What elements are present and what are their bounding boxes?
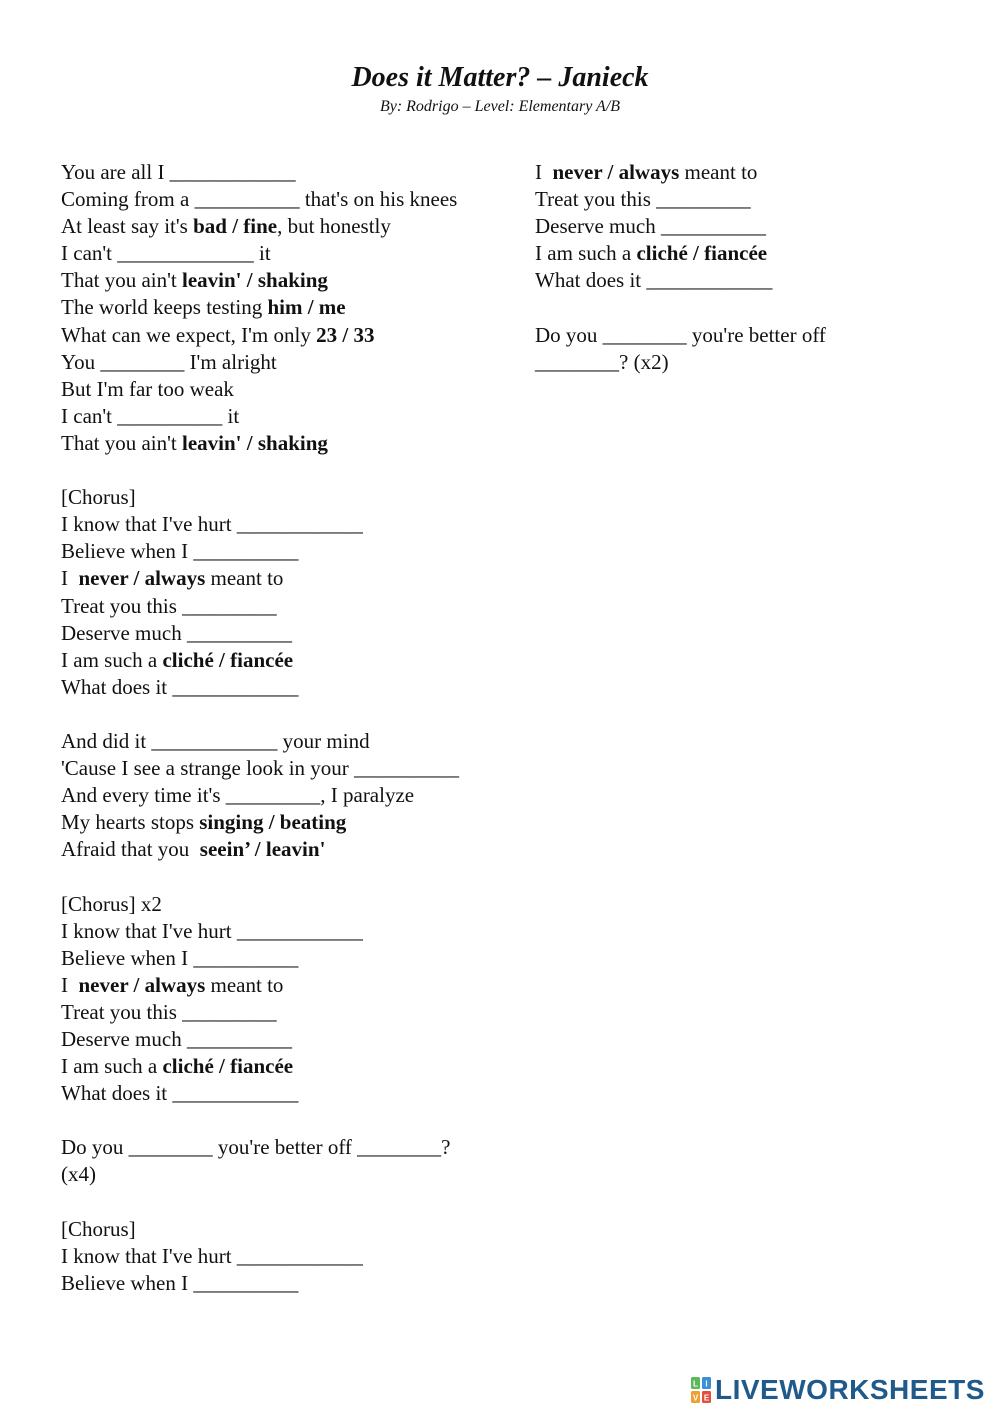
lyric-text: [Chorus] x2 xyxy=(61,891,162,916)
lyric-text: That you ain't xyxy=(61,430,183,455)
lyric-text: I am such a xyxy=(61,647,163,672)
lyric-line xyxy=(61,647,521,674)
lyric-line xyxy=(61,1161,521,1188)
lyric-line xyxy=(61,1270,521,1297)
svg-text:L: L xyxy=(693,1379,698,1389)
lyric-text: You ________ I'm alright xyxy=(61,349,277,374)
blank-line xyxy=(61,863,521,890)
lyric-text: At least say it's xyxy=(61,214,194,239)
lyric-line xyxy=(61,809,521,836)
lyric-line xyxy=(61,1216,521,1243)
lyric-text: Do you ________ you're better off xyxy=(535,322,826,347)
lyric-text: [Chorus] xyxy=(61,1216,136,1241)
lyric-text: , but honestly xyxy=(277,214,391,239)
lyric-line xyxy=(61,294,521,321)
lyric-line xyxy=(535,213,955,240)
lyric-text: I xyxy=(61,972,79,997)
lyric-text: meant to xyxy=(679,160,758,184)
lyric-line xyxy=(61,430,521,457)
lyric-line xyxy=(61,945,521,972)
lyric-line xyxy=(61,1134,521,1161)
lyric-line xyxy=(61,1243,521,1270)
lyric-line xyxy=(61,755,521,782)
lyric-text: Treat you this _________ xyxy=(535,187,751,212)
lyric-text: I can't __________ it xyxy=(61,403,240,428)
answer-choice: cliché / fiancée xyxy=(636,241,768,266)
answer-choice: cliché / fiancée xyxy=(162,647,294,672)
lyric-text: I xyxy=(61,566,79,591)
lyric-text: That you ain't xyxy=(61,268,183,293)
lyric-line xyxy=(61,620,521,647)
lyric-line xyxy=(535,186,955,213)
lyric-text: What does it ____________ xyxy=(61,1081,299,1106)
answer-choice: bad / fine xyxy=(193,214,278,239)
lyric-line xyxy=(61,1053,521,1080)
answer-choice: leavin' / shaking xyxy=(182,268,328,293)
lyric-text: Coming from a __________ that's on his knees xyxy=(61,187,458,212)
lyric-line xyxy=(61,999,521,1026)
answer-choice: him / me xyxy=(267,295,346,320)
lyric-text: 'Cause I see a strange look in your __________ xyxy=(61,756,460,781)
lyrics-right-column xyxy=(535,159,955,376)
lyric-line xyxy=(61,1080,521,1107)
lyric-line xyxy=(61,918,521,945)
lyric-text: I know that I've hurt ____________ xyxy=(61,1243,363,1268)
lyric-text: What can we expect, I'm only xyxy=(61,322,317,347)
lyric-line xyxy=(61,565,521,592)
lyric-line xyxy=(61,728,521,755)
answer-choice: singing / beating xyxy=(199,810,347,835)
blank-line xyxy=(61,1107,521,1134)
lyric-line xyxy=(61,267,521,294)
blank-line xyxy=(61,457,521,484)
lyric-line xyxy=(61,349,521,376)
lyric-text: Treat you this _________ xyxy=(61,999,277,1024)
lyric-line xyxy=(61,511,521,538)
lyric-line xyxy=(61,403,521,430)
worksheet-subtitle: By: Rodrigo – Level: Elementary A/B xyxy=(379,98,621,115)
lyric-text: Deserve much __________ xyxy=(61,620,292,645)
worksheet-title: Does it Matter? – Janieck xyxy=(351,62,649,93)
lyrics-left-column xyxy=(61,159,521,1297)
lyric-text: And every time it's _________, I paralyze xyxy=(61,783,415,808)
lyric-line xyxy=(61,538,521,565)
lyric-text: Believe when I __________ xyxy=(61,1270,299,1295)
blank-line xyxy=(61,701,521,728)
lyric-text: (x4) xyxy=(61,1162,96,1187)
lyric-text: I can't _____________ it xyxy=(61,241,271,266)
lyric-text: My hearts stops xyxy=(61,810,200,835)
lyric-text: I know that I've hurt ____________ xyxy=(61,918,363,943)
lyric-line xyxy=(61,836,521,863)
lyric-text: You are all I ____________ xyxy=(61,160,296,184)
lyric-text: I xyxy=(535,160,553,184)
lyric-text: I know that I've hurt ____________ xyxy=(61,512,363,537)
blank-line xyxy=(61,1189,521,1216)
lyric-text: But I'm far too weak xyxy=(61,376,234,401)
lyric-line xyxy=(61,240,521,267)
answer-choice: 23 / 33 xyxy=(316,322,375,347)
liveworksheets-logo xyxy=(690,1372,985,1408)
answer-choice: never / always xyxy=(78,566,206,591)
svg-text:E: E xyxy=(703,1393,710,1403)
lyric-line xyxy=(61,1026,521,1053)
lyric-line xyxy=(61,159,521,186)
lyric-line xyxy=(61,376,521,403)
lyric-text: Do you ________ you're better off ________? xyxy=(61,1135,451,1160)
liveworksheets-logo-text: LIVEWORKSHEETS xyxy=(715,1374,985,1405)
lyric-line xyxy=(535,322,955,349)
liveworksheets-logo-icon xyxy=(690,1376,712,1404)
lyric-text: The world keeps testing xyxy=(61,295,268,320)
lyric-line xyxy=(61,186,521,213)
lyric-text: Afraid that you xyxy=(61,837,200,862)
lyric-text: And did it ____________ your mind xyxy=(61,728,370,753)
svg-text:I: I xyxy=(705,1379,708,1389)
lyric-text: ________? (x2) xyxy=(535,349,669,374)
lyric-text: What does it ____________ xyxy=(535,268,773,293)
lyric-line xyxy=(61,322,521,349)
svg-text:V: V xyxy=(692,1393,699,1403)
lyric-line xyxy=(535,267,955,294)
lyric-text: Treat you this _________ xyxy=(61,593,277,618)
lyric-line xyxy=(61,891,521,918)
lyric-text: Believe when I __________ xyxy=(61,539,299,564)
blank-line xyxy=(535,294,955,321)
lyric-line xyxy=(61,782,521,809)
lyric-text: meant to xyxy=(205,972,284,997)
answer-choice: leavin' / shaking xyxy=(182,430,328,455)
lyric-line xyxy=(61,674,521,701)
answer-choice: cliché / fiancée xyxy=(162,1054,294,1079)
lyric-text: Deserve much __________ xyxy=(61,1027,292,1051)
answer-choice: seein’ / leavin' xyxy=(199,837,326,862)
lyric-line xyxy=(535,349,955,376)
lyric-line xyxy=(61,972,521,999)
answer-choice: never / always xyxy=(78,972,206,997)
lyric-text: I am such a xyxy=(61,1054,163,1079)
lyric-text: meant to xyxy=(205,566,284,591)
lyric-line xyxy=(61,213,521,240)
lyric-line xyxy=(535,159,955,186)
answer-choice: never / always xyxy=(552,160,680,184)
lyric-text: What does it ____________ xyxy=(61,674,299,699)
lyric-text: [Chorus] xyxy=(61,485,136,510)
lyric-line xyxy=(61,484,521,511)
lyric-text: Deserve much __________ xyxy=(535,214,766,239)
lyric-line xyxy=(535,240,955,267)
lyric-text: I am such a xyxy=(535,241,637,266)
lyric-text: Believe when I __________ xyxy=(61,945,299,970)
lyric-line xyxy=(61,593,521,620)
